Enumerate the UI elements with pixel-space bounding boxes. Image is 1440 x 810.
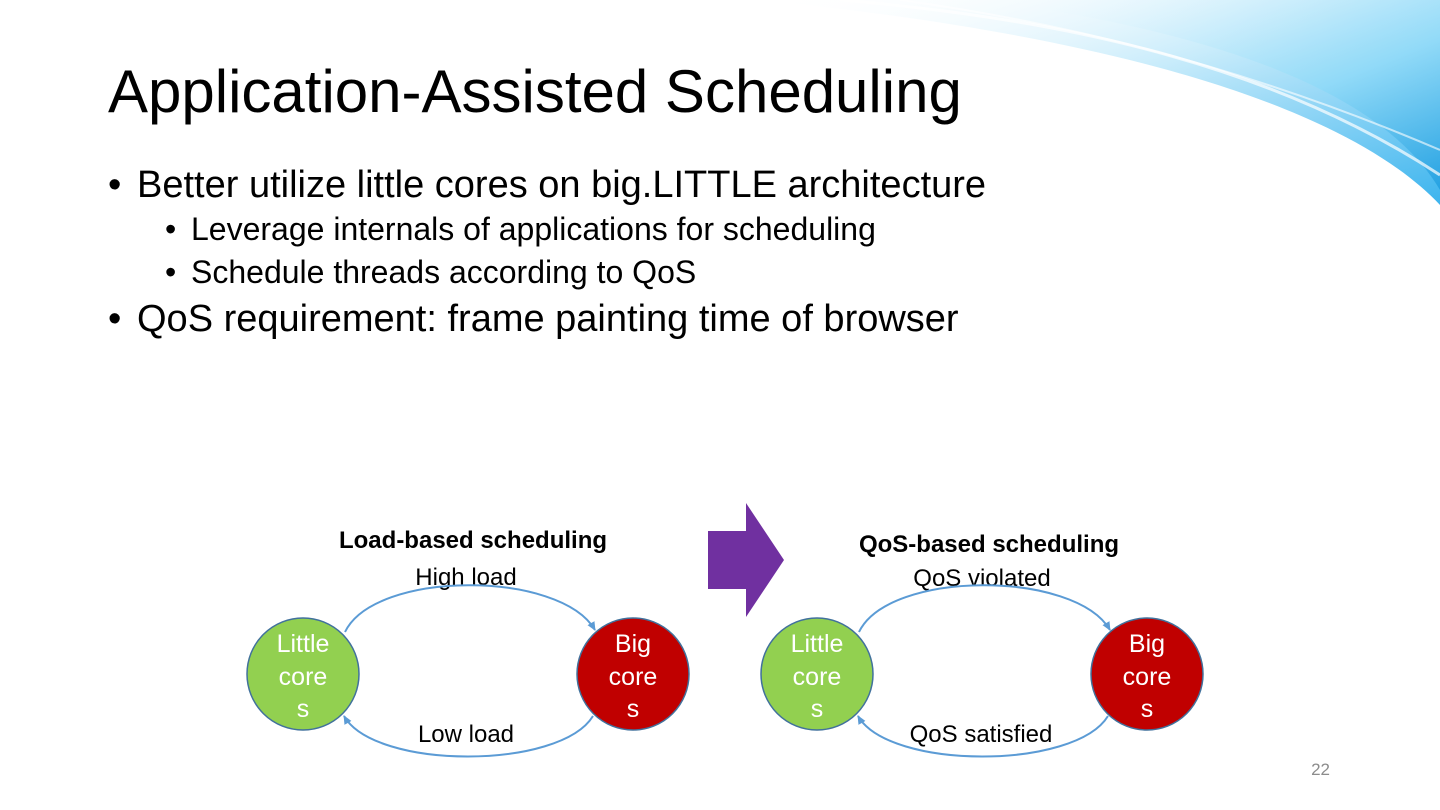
transition-arrow-icon [708, 503, 784, 617]
qos-violated-label: QoS violated [913, 565, 1051, 592]
load-based-heading: Load-based scheduling [338, 527, 608, 554]
big-node-line-3: s [626, 695, 640, 723]
bullet-item: • QoS requirement: frame painting time of browser [108, 296, 986, 342]
big-node-line-1: Big [614, 630, 652, 658]
slide-title: Application-Assisted Scheduling [108, 58, 962, 125]
little-node-line-1: Little [790, 630, 844, 658]
qos-based-heading: QoS-based scheduling [858, 531, 1120, 558]
little-node-line-1: Little [276, 630, 330, 658]
page-number: 22 [1311, 760, 1330, 779]
big-node-line-3: s [1140, 695, 1154, 723]
sub-bullet-item: • Schedule threads according to QoS [108, 251, 986, 294]
qos-based-diagram [761, 531, 1203, 757]
qos-violated-arrow [859, 585, 1110, 632]
big-node-line-2: core [608, 663, 658, 691]
sub-bullet-item: • Leverage internals of applications for scheduling [108, 208, 986, 251]
bullet-item: • Better utilize little cores on big.LITTLE architecture [108, 162, 986, 208]
little-node-line-3: s [810, 695, 824, 723]
little-node-line-2: core [792, 663, 842, 691]
high-load-label: High load [415, 564, 517, 591]
little-node-line-3: s [296, 695, 310, 723]
big-node-line-1: Big [1128, 630, 1166, 658]
high-load-arrow [345, 585, 595, 632]
load-based-diagram [247, 527, 689, 757]
little-node-line-2: core [278, 663, 328, 691]
big-node-line-2: core [1122, 663, 1172, 691]
qos-satisfied-label: QoS satisfied [909, 721, 1053, 748]
low-load-label: Low load [417, 721, 515, 748]
